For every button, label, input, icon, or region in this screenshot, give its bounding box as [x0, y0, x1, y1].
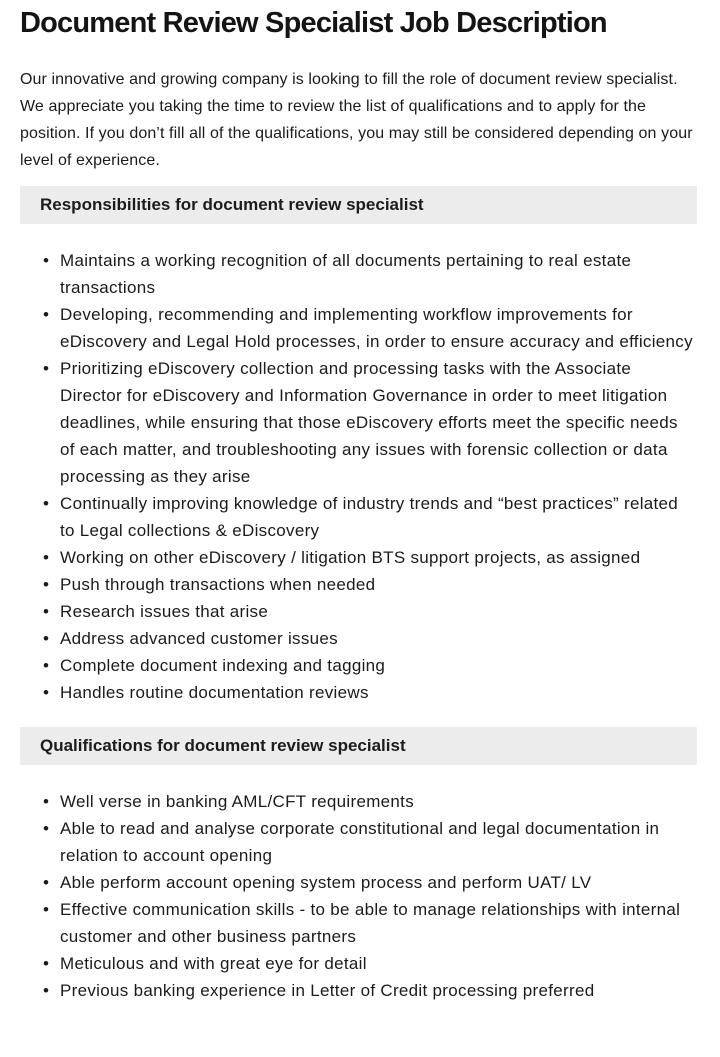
list-item: • Able perform account opening system process and perform UAT/ LV: [60, 869, 697, 896]
list-item: • Previous banking experience in Letter of Credit processing preferred: [60, 977, 697, 1004]
list-item: • Effective communication skills - to be able to manage relationships with internal customer and other business partners: [60, 896, 697, 950]
qualifications-section-heading: Qualifications for document review specialist: [20, 727, 697, 765]
list-item: • Push through transactions when needed: [60, 571, 697, 598]
list-item: • Research issues that arise: [60, 598, 697, 625]
list-item: • Prioritizing eDiscovery collection and processing tasks with the Associate Director for eDiscovery and Information Governance in order to meet litigation deadlines, while ensuring that those eDiscovery efforts meet the specific needs of each matter, and troubleshooting any issues with forensic collection or data processing as they arise: [60, 355, 697, 490]
list-item: • Able to read and analyse corporate constitutional and legal documentation in relation to account opening: [60, 815, 697, 869]
page-title: Document Review Specialist Job Description: [20, 7, 607, 39]
section-qualifications: [20, 727, 697, 1004]
list-item: • Developing, recommending and implementing workflow improvements for eDiscovery and Legal Hold processes, in order to ensure accuracy and efficiency: [60, 301, 697, 355]
list-item: • Meticulous and with great eye for detail: [60, 950, 697, 977]
list-item: • Handles routine documentation reviews: [60, 679, 697, 706]
responsibilities-section-heading: Responsibilities for document review specialist: [20, 186, 697, 224]
list-item: • Continually improving knowledge of industry trends and “best practices” related to Legal collections & eDiscovery: [60, 490, 697, 544]
section-responsibilities: [20, 186, 697, 706]
list-item: • Maintains a working recognition of all documents pertaining to real estate transactions: [60, 247, 697, 301]
list-item: • Well verse in banking AML/CFT requirements: [60, 788, 697, 815]
list-item: • Complete document indexing and tagging: [60, 652, 697, 679]
list-item: • Address advanced customer issues: [60, 625, 697, 652]
list-item: • Working on other eDiscovery / litigation BTS support projects, as assigned: [60, 544, 697, 571]
qualifications-list: [20, 788, 697, 1004]
responsibilities-list: [20, 247, 697, 706]
intro-paragraph: Our innovative and growing company is looking to fill the role of document review specialist. We appreciate you taking the time to review the list of qualifications and to apply for the position. If you don’t fill all of the qualifications, you may still be considered depending on your level of experience.: [20, 71, 693, 170]
